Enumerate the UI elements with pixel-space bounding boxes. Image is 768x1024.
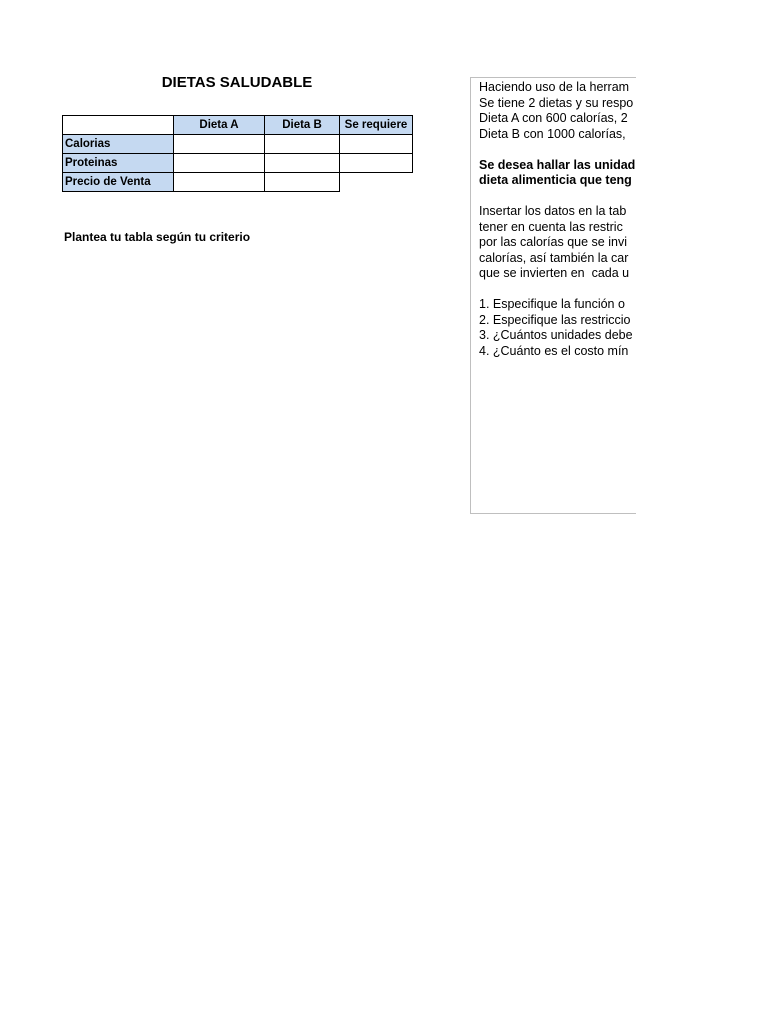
instruction-note: Plantea tu tabla según tu criterio [64, 230, 251, 244]
textbox-line: Dieta B con 1000 calorías, [479, 126, 626, 141]
textbox-line: dieta alimenticia que teng [479, 173, 632, 187]
table-cell [340, 154, 413, 173]
row-label-precio-de-venta: Precio de Venta [63, 173, 174, 192]
textbox-viewport [470, 77, 636, 516]
table-cell [174, 154, 265, 173]
row-label-calorias: Calorias [63, 135, 174, 154]
textbox-line: por las calorías que se invi [479, 235, 627, 249]
diet-table [62, 115, 413, 192]
textbox-line: Haciendo uso de la herram [479, 80, 630, 94]
header-se-requiere: Se requiere [340, 116, 413, 135]
textbox-paragraph-goal [479, 158, 636, 189]
table-cell [174, 173, 265, 192]
table-cell [265, 135, 340, 154]
table-corner-cell [63, 116, 174, 135]
textbox-paragraph-intro [479, 80, 636, 142]
row-label-proteinas: Proteinas [63, 154, 174, 173]
textbox-line: tener en cuenta las restric [479, 219, 623, 234]
header-dieta-a: Dieta A [174, 116, 265, 135]
textbox-line: 2. Especifique las restriccio [479, 312, 631, 327]
instructions-textbox [470, 77, 636, 514]
table-cell [174, 135, 265, 154]
table-empty-cell [340, 173, 413, 192]
table-cell [265, 154, 340, 173]
textbox-paragraph-questions [479, 297, 636, 359]
textbox-line: Se tiene 2 dietas y su respo [479, 95, 634, 110]
header-dieta-b: Dieta B [265, 116, 340, 135]
textbox-line: 3. ¿Cuántos unidades debe [479, 328, 633, 342]
textbox-line: calorías, así también la car [479, 250, 629, 265]
textbox-line: Dieta A con 600 calorías, 2 [479, 111, 628, 125]
table-header-row [63, 116, 413, 135]
table-row [63, 135, 413, 154]
textbox-line: 1. Especifique la función o [479, 297, 625, 311]
table-row [63, 173, 413, 192]
document-title: DIETAS SALUDABLE [161, 74, 313, 91]
textbox-line: Se desea hallar las unidad [479, 157, 636, 172]
textbox-line: que se invierten en cada u [479, 266, 630, 280]
textbox-line: Insertar los datos en la tab [479, 204, 627, 218]
table-cell [340, 135, 413, 154]
table-cell [265, 173, 340, 192]
table-row [63, 154, 413, 173]
textbox-line: 4. ¿Cuánto es el costo mín [479, 343, 629, 358]
textbox-paragraph-instructions [479, 204, 636, 282]
